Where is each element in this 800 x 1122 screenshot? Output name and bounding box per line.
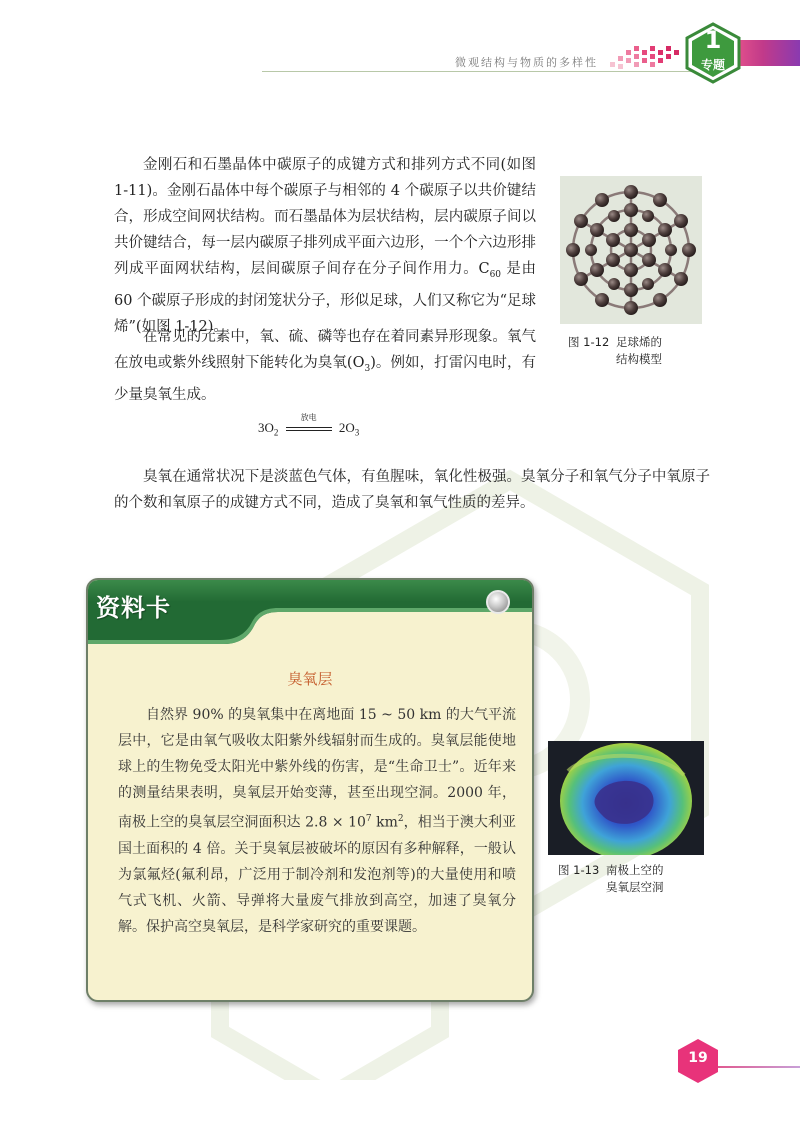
card-heading: 资料卡 — [96, 594, 171, 622]
caption-line-2: 臭氧层空洞 — [606, 880, 664, 894]
equation-reactant: $3O_2$ — [258, 420, 279, 438]
paragraph-ozone-properties: 臭氧在通常状况下是淡蓝色气体，有鱼腥味，氧化性极强。臭氧分子和氧气分子中氧原子的个数和氧原子的成键方式不同，造成了臭氧和氧气性质的差异。 — [114, 469, 710, 511]
caption-line-1: 南极上空的 — [606, 863, 664, 877]
fullerene-icon — [560, 176, 702, 324]
page-number: 19 — [688, 1050, 708, 1066]
equation-product: $2O_3$ — [338, 420, 360, 438]
equation-double-bar — [286, 413, 332, 434]
card-corner-dot-icon — [486, 590, 510, 614]
figure-caption-1-13 — [558, 862, 708, 896]
equation-condition: 放电 — [300, 413, 317, 423]
ozone-hole-globe-icon — [548, 741, 704, 855]
page-number-rule — [718, 1066, 800, 1068]
header-pixel-decoration — [608, 44, 688, 72]
card-subtitle: 臭氧层 — [287, 670, 333, 688]
figure-caption-1-12 — [568, 334, 708, 368]
figure-fullerene-model — [560, 176, 702, 324]
header-section-title: 微观结构与物质的多样性 — [455, 56, 598, 69]
data-card — [86, 578, 534, 1002]
chapter-badge — [684, 22, 742, 84]
paragraph-oxygen-ozone: 在常见的元素中，氧、硫、磷等也存在着同素异形现象。氧气在放电或紫外线照射下能转化为臭氧$(O_3)$。例如，打雷闪电时，有少量臭氧生成。 — [114, 329, 536, 403]
badge-label: 专题 — [700, 58, 725, 72]
paragraph-carbon-allotropes: 金刚石和石墨晶体中碳原子的成键方式和排列方式不同(如图 1-11)。金刚石晶体中每个碳原子与相邻的 4 个碳原子以共价键结合，形成空间网状结构。而石墨晶体为层状结构，层内碳原子间以共价键结合，每一层内碳原子排列成平面六边形，一个个六边形排列成平面网状结构，层间碳原子间存在分子间作用力。$C_{60}$ 是由 60 个碳原子形成的封闭笼状分子，形似足球，人们又称它为“足球烯”(如图 1-12)。 — [114, 157, 537, 335]
card-body-text: 自然界 90% 的臭氧集中在离地面 15 ~ 50 km 的大气平流层中，它是由氧气吸收太阳紫外线辐射而生成的。臭氧层能使地球上的生物免受太阳光中紫外线的伤害，是“生命卫士”。近年来的测量结果表明，臭氧层开始变薄，甚至出现空洞。2000 年，南极上空的臭氧层空洞面积达 $2.8 \times 10^7$ $km^2$，相当于澳大利亚国土面积的 4 倍。关于臭氧层被破坏的原因有多种解释，一般认为氯氟烃(氟利昂，广泛用于制冷剂和发泡剂等)的大量使用和喷气式飞机、火箭、导弹将大量废气排放到高空，加速了臭氧分解。保护高空臭氧层，是科学家研究的重要课题。 — [118, 707, 516, 935]
badge-number: 1 — [704, 26, 722, 54]
caption-number: 图 1-13 — [558, 863, 600, 877]
caption-line-1: 足球烯的 — [616, 335, 662, 349]
caption-number: 图 1-12 — [568, 335, 610, 349]
chemical-equation — [258, 413, 360, 438]
figure-ozone-hole — [548, 741, 704, 855]
caption-line-2: 结构模型 — [616, 352, 662, 366]
